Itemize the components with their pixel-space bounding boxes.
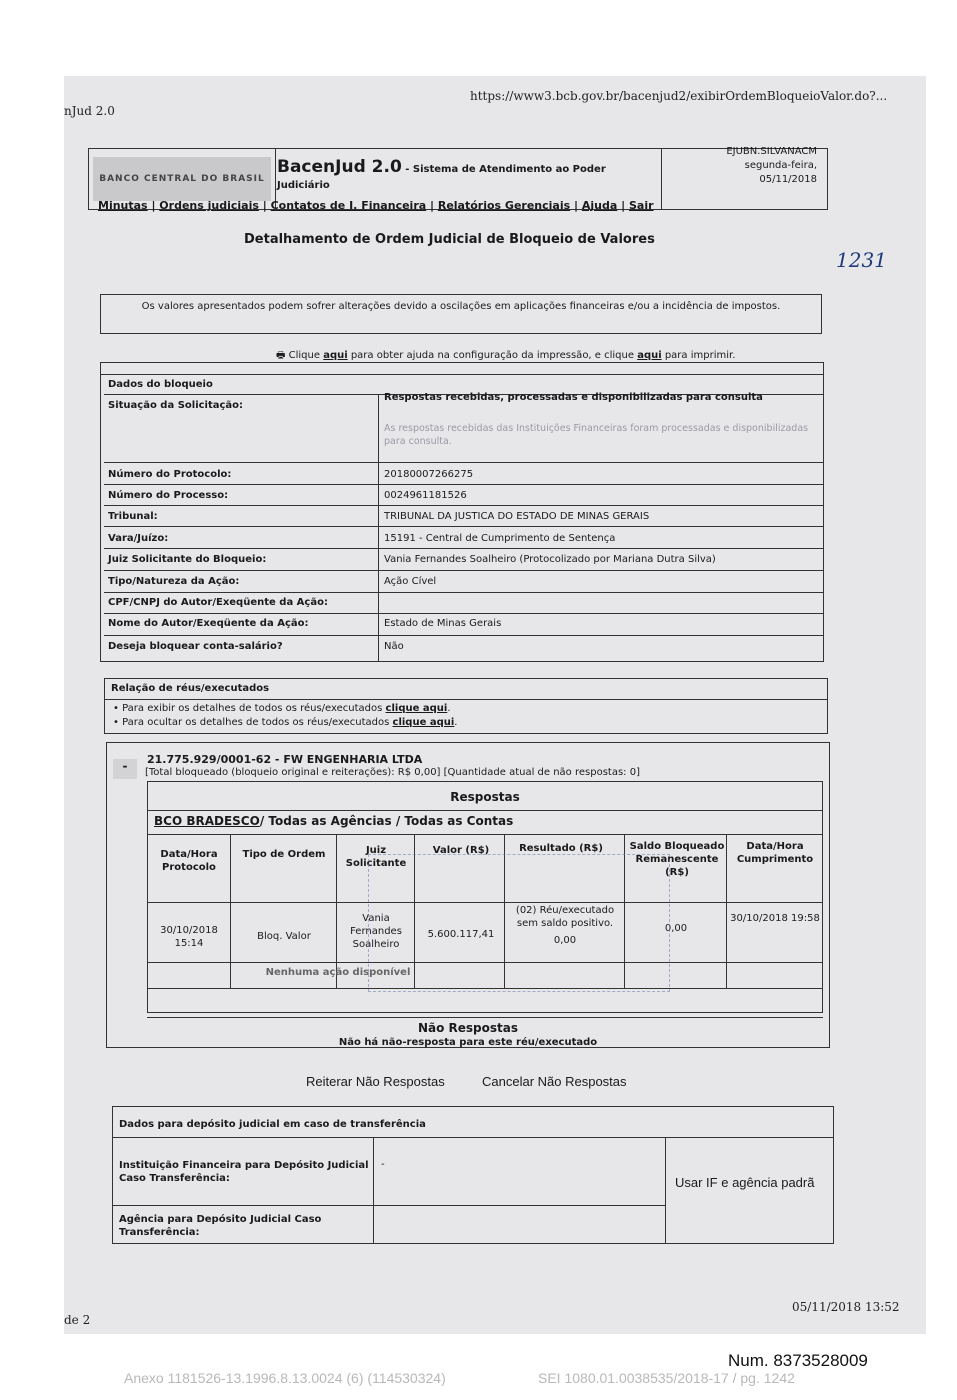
nao-respostas-text: Não há não-resposta para este réu/executado [338,1037,598,1048]
col-data-protocolo: Data/Hora Protocolo [160,849,218,873]
handwritten-number: 1231 [836,248,887,272]
col-cumprimento: Data/Hora Cumprimento [736,841,814,865]
username: EJUBN.SILVANACM [726,146,817,157]
collapse-toggle[interactable]: - [113,759,137,779]
page-url: https://www3.bcb.gov.br/bacenjud2/exibirOrdemBloqueioValor.do?... [470,89,888,103]
document-number: Num. 8373528009 [728,1351,868,1370]
agencia-label: Agência para Depósito Judicial Caso Transferência: [119,1214,322,1238]
cell-tipo: Bloq. Valor [257,931,311,942]
col-saldo: Saldo Bloqueado Remanescente (R$) [629,841,725,878]
menu-ajuda[interactable]: Ajuda [581,199,618,212]
bank-header: BCO BRADESCO/ Todas as Agências / Todas as Contas [154,814,514,828]
cell-valor: 5.600.117,41 [427,929,495,940]
cell-resultado: (02) Réu/executado sem saldo positivo. [515,905,615,929]
cell-juiz: Vania Fernandes Soalheiro [350,913,402,950]
hide-all-link[interactable]: clique aqui [392,717,455,728]
current-date: 05/11/2018 [759,174,817,185]
deposito-title: Dados para depósito judicial em caso de transferência [119,1119,426,1130]
sei-reference: SEI 1080.01.0038535/2018-17 / pg. 1242 [538,1370,795,1386]
app-short-title: nJud 2.0 [64,104,115,118]
bcb-logo: BANCO CENTRAL DO BRASIL [93,157,271,201]
footer-page: de 2 [64,1313,91,1327]
footer-datetime: 05/11/2018 13:52 [792,1300,900,1314]
no-action-text: Nenhuma ação disponível [265,967,411,978]
col-tipo-ordem: Tipo de Ordem [242,849,326,860]
situacao-detail: As respostas recebidas das Instituições Financeiras foram processadas e disponibilizadas para consulta. [384,423,809,447]
col-resultado: Resultado (R$) [519,843,603,854]
menu-relatorios[interactable]: Relatórios Gerenciais [437,199,571,212]
nao-respostas [107,1021,829,1048]
cell-cumprimento: 30/10/2018 19:58 [730,913,820,924]
inst-label: Instituição Financeira para Depósito Judicial Caso Transferência: [119,1160,369,1184]
reu-total: [Total bloqueado (bloqueio original e reiterações): R$ 0,00] [Quantidade atual de não respostas: 0] [145,767,640,778]
cell-data-protocolo: 30/10/2018 15:14 [160,925,218,949]
menu-sair[interactable]: Sair [628,199,654,212]
menu-minutas[interactable]: Minutas [98,199,148,212]
user-info [726,145,817,187]
respostas-table [147,781,823,1013]
weekday: segunda-feira, [744,160,817,171]
print-link[interactable]: aqui [637,350,662,361]
print-icon: 🖶 [276,350,286,361]
col-valor: Valor (R$) [432,845,490,856]
reus-box [104,678,828,734]
help-line: 🖶 Clique aqui para obter ajuda na configuração da impressão, e clique aqui para imprimir. [276,350,736,361]
respostas-title: Respostas [450,790,520,804]
section-dados: Dados do bloqueio [108,379,213,390]
show-all-link[interactable]: clique aqui [385,703,448,714]
cell-saldo: 0,00 [664,923,688,934]
col-juiz: Juiz Solicitante [345,845,407,869]
situacao-value: Respostas recebidas, processadas e disponibilizadas para consulta [384,392,763,403]
usar-if-button[interactable]: Usar IF e agência padrã [675,1175,815,1190]
cell-resultado-valor: 0,00 [553,935,577,946]
inst-value: - [381,1159,385,1170]
reu-block [106,742,830,1048]
ink-stamp [368,854,670,992]
menu-contatos[interactable]: Contatos de I. Financeira [270,199,427,212]
reus-title: Relação de réus/executados [111,683,270,694]
annexo-reference: Anexo 1181526-13.1996.8.13.0024 (6) (114530324) [124,1370,446,1386]
menu-ordens-judiciais[interactable]: Ordens judiciais [159,199,259,212]
system-name: BacenJud 2.0 - Sistema de Atendimento ao Poder Judiciário [277,157,606,191]
page-title: Detalhamento de Ordem Judicial de Bloqueio de Valores [244,232,655,247]
reiterar-button[interactable]: Reiterar Não Respostas [306,1074,445,1089]
notice-box: Os valores apresentados podem sofrer alterações devido a oscilações em aplicações financeiras e/ou a incidência de impostos. [100,294,822,334]
cancelar-button[interactable]: Cancelar Não Respostas [482,1074,627,1089]
deposito-box [112,1106,834,1244]
main-menu: Minutas | Ordens judiciais | Contatos de I. Financeira | Relatórios Gerenciais | Ajuda | Sair [98,199,654,212]
hide-all-line: • Para ocultar os detalhes de todos os réus/executados clique aqui. [113,717,458,728]
bank-link[interactable]: BCO BRADESCO [154,814,260,828]
help-link[interactable]: aqui [323,350,348,361]
reu-name: 21.775.929/0001-62 - FW ENGENHARIA LTDA [147,753,423,766]
show-all-line: • Para exibir os detalhes de todos os réus/executados clique aqui. [113,703,451,714]
nao-respostas-title: Não Respostas [417,1021,519,1035]
